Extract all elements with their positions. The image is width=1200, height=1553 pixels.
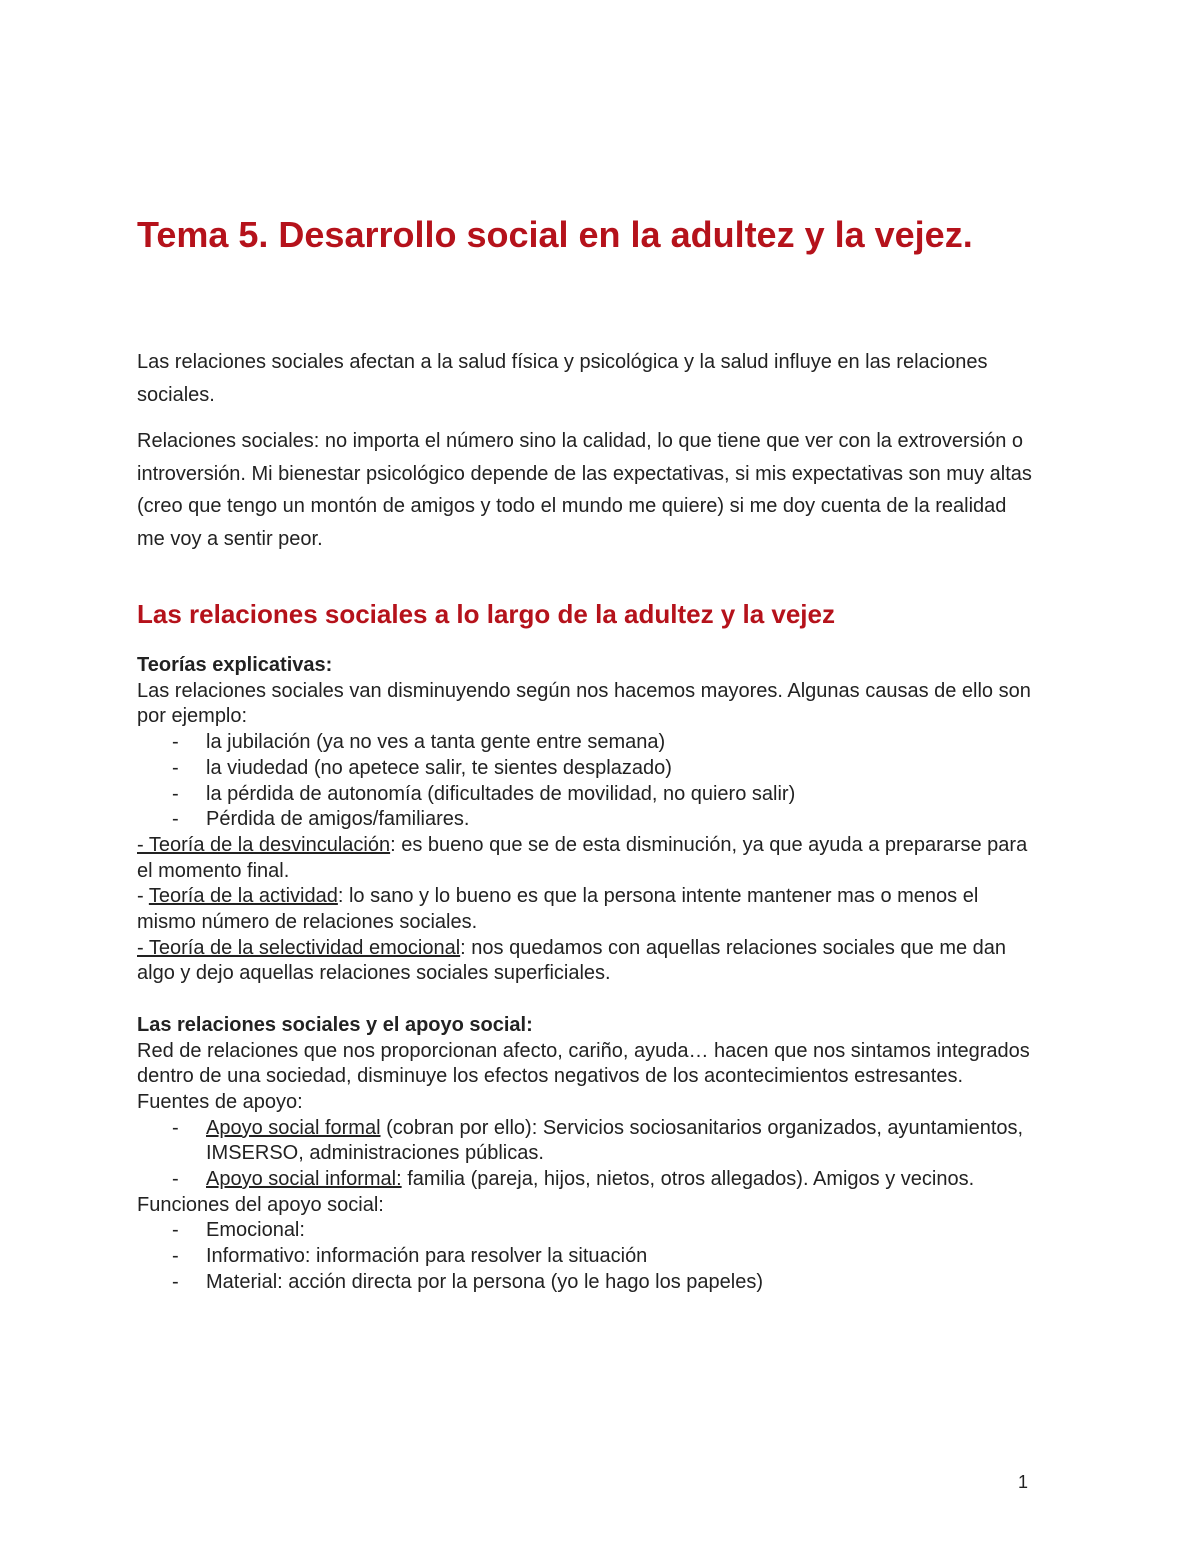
list-dash: - <box>172 808 179 831</box>
list-dash: - <box>172 1219 179 1242</box>
teorias-heading: Teorías explicativas: <box>137 654 333 676</box>
teoria-actividad: - Teoría de la actividad: lo sano y lo bueno es que la persona intente mantener mas o menos el mismo número de relaciones sociales. <box>137 885 979 934</box>
apoyo-formal-label: Apoyo social formal <box>206 1116 381 1139</box>
section-body <box>137 653 1037 1296</box>
teoria-actividad-label: Teoría de la actividad <box>148 885 338 908</box>
list-dash: - <box>172 1270 179 1293</box>
list-dash: - <box>172 1168 179 1191</box>
page-number: 1 <box>1018 1472 1029 1492</box>
list-dash: - <box>172 782 179 805</box>
spacer <box>137 987 1037 1013</box>
list-dash: - <box>172 731 179 754</box>
section-heading: Las relaciones sociales a lo largo de la adultez y la vejez <box>137 599 835 629</box>
funciones-heading: Funciones del apoyo social: <box>137 1193 384 1216</box>
causes-list <box>137 730 1037 833</box>
teoria-selectividad-label: - Teoría de la selectividad emocional <box>137 936 461 959</box>
list-item: - Pérdida de amigos/familiares. <box>137 807 1037 833</box>
apoyo-heading: Las relaciones sociales y el apoyo social: <box>137 1013 533 1036</box>
document-title: Tema 5. Desarrollo social en la adultez y la vejez. <box>137 214 973 255</box>
list-item: - Apoyo social informal: familia (pareja, hijos, nietos, otros allegados). Amigos y vecinos. <box>137 1167 1037 1193</box>
list-dash: - <box>172 1245 179 1268</box>
teoria-desvinculacion: - Teoría de la desvinculación: es bueno que se de esta disminución, ya que ayuda a prepararse para el momento final. <box>137 833 1028 882</box>
list-dash: - <box>172 1116 179 1139</box>
apoyo-text: Red de relaciones que nos proporcionan afecto, cariño, ayuda… hacen que nos sintamos integrados dentro de una sociedad, disminuye los efectos negativos de los acontecimientos estresantes. <box>137 1039 1030 1088</box>
intro-paragraph: Las relaciones sociales afectan a la salud física y psicológica y la salud influye en las relaciones sociales. <box>137 351 988 406</box>
list-item: - Emocional: <box>137 1218 1037 1244</box>
fuentes-heading: Fuentes de apoyo: <box>137 1090 303 1113</box>
list-item: - la jubilación (ya no ves a tanta gente entre semana) <box>137 730 1037 756</box>
teorias-text: Las relaciones sociales van disminuyendo según nos hacemos mayores. Algunas causas de ello son por ejemplo: <box>137 679 1031 728</box>
list-item: - Apoyo social formal (cobran por ello): Servicios sociosanitarios organizados, ayuntamientos, IMSERSO, administraciones públicas. <box>172 1116 1024 1165</box>
list-dash: - <box>172 756 179 779</box>
list-item: - Material: acción directa por la persona (yo le hago los papeles) <box>137 1270 1037 1296</box>
list-item: - la pérdida de autonomía (dificultades de movilidad, no quiero salir) <box>137 782 1037 808</box>
teoria-selectividad: - Teoría de la selectividad emocional: nos quedamos con aquellas relaciones sociales que me dan algo y dejo aquellas relaciones sociales superficiales. <box>137 936 1007 985</box>
apoyo-informal-label: Apoyo social informal: <box>206 1168 402 1191</box>
funciones-list <box>137 1218 1037 1295</box>
fuentes-list <box>137 1116 1037 1193</box>
teoria-desvinculacion-label: - Teoría de la desvinculación <box>137 833 391 856</box>
list-item: - Informativo: información para resolver la situación <box>137 1244 1037 1270</box>
list-item: - la viudedad (no apetece salir, te sientes desplazado) <box>137 756 1037 782</box>
relaciones-paragraph: Relaciones sociales: no importa el número sino la calidad, lo que tiene que ver con la extroversión o introversión. Mi bienestar psicológico depende de las expectativas, si mis expectativas son muy altas (creo que tengo un montón de amigos y todo el mundo me quiere) si me doy cuenta de la realidad me voy a sentir peor. <box>137 430 1032 550</box>
